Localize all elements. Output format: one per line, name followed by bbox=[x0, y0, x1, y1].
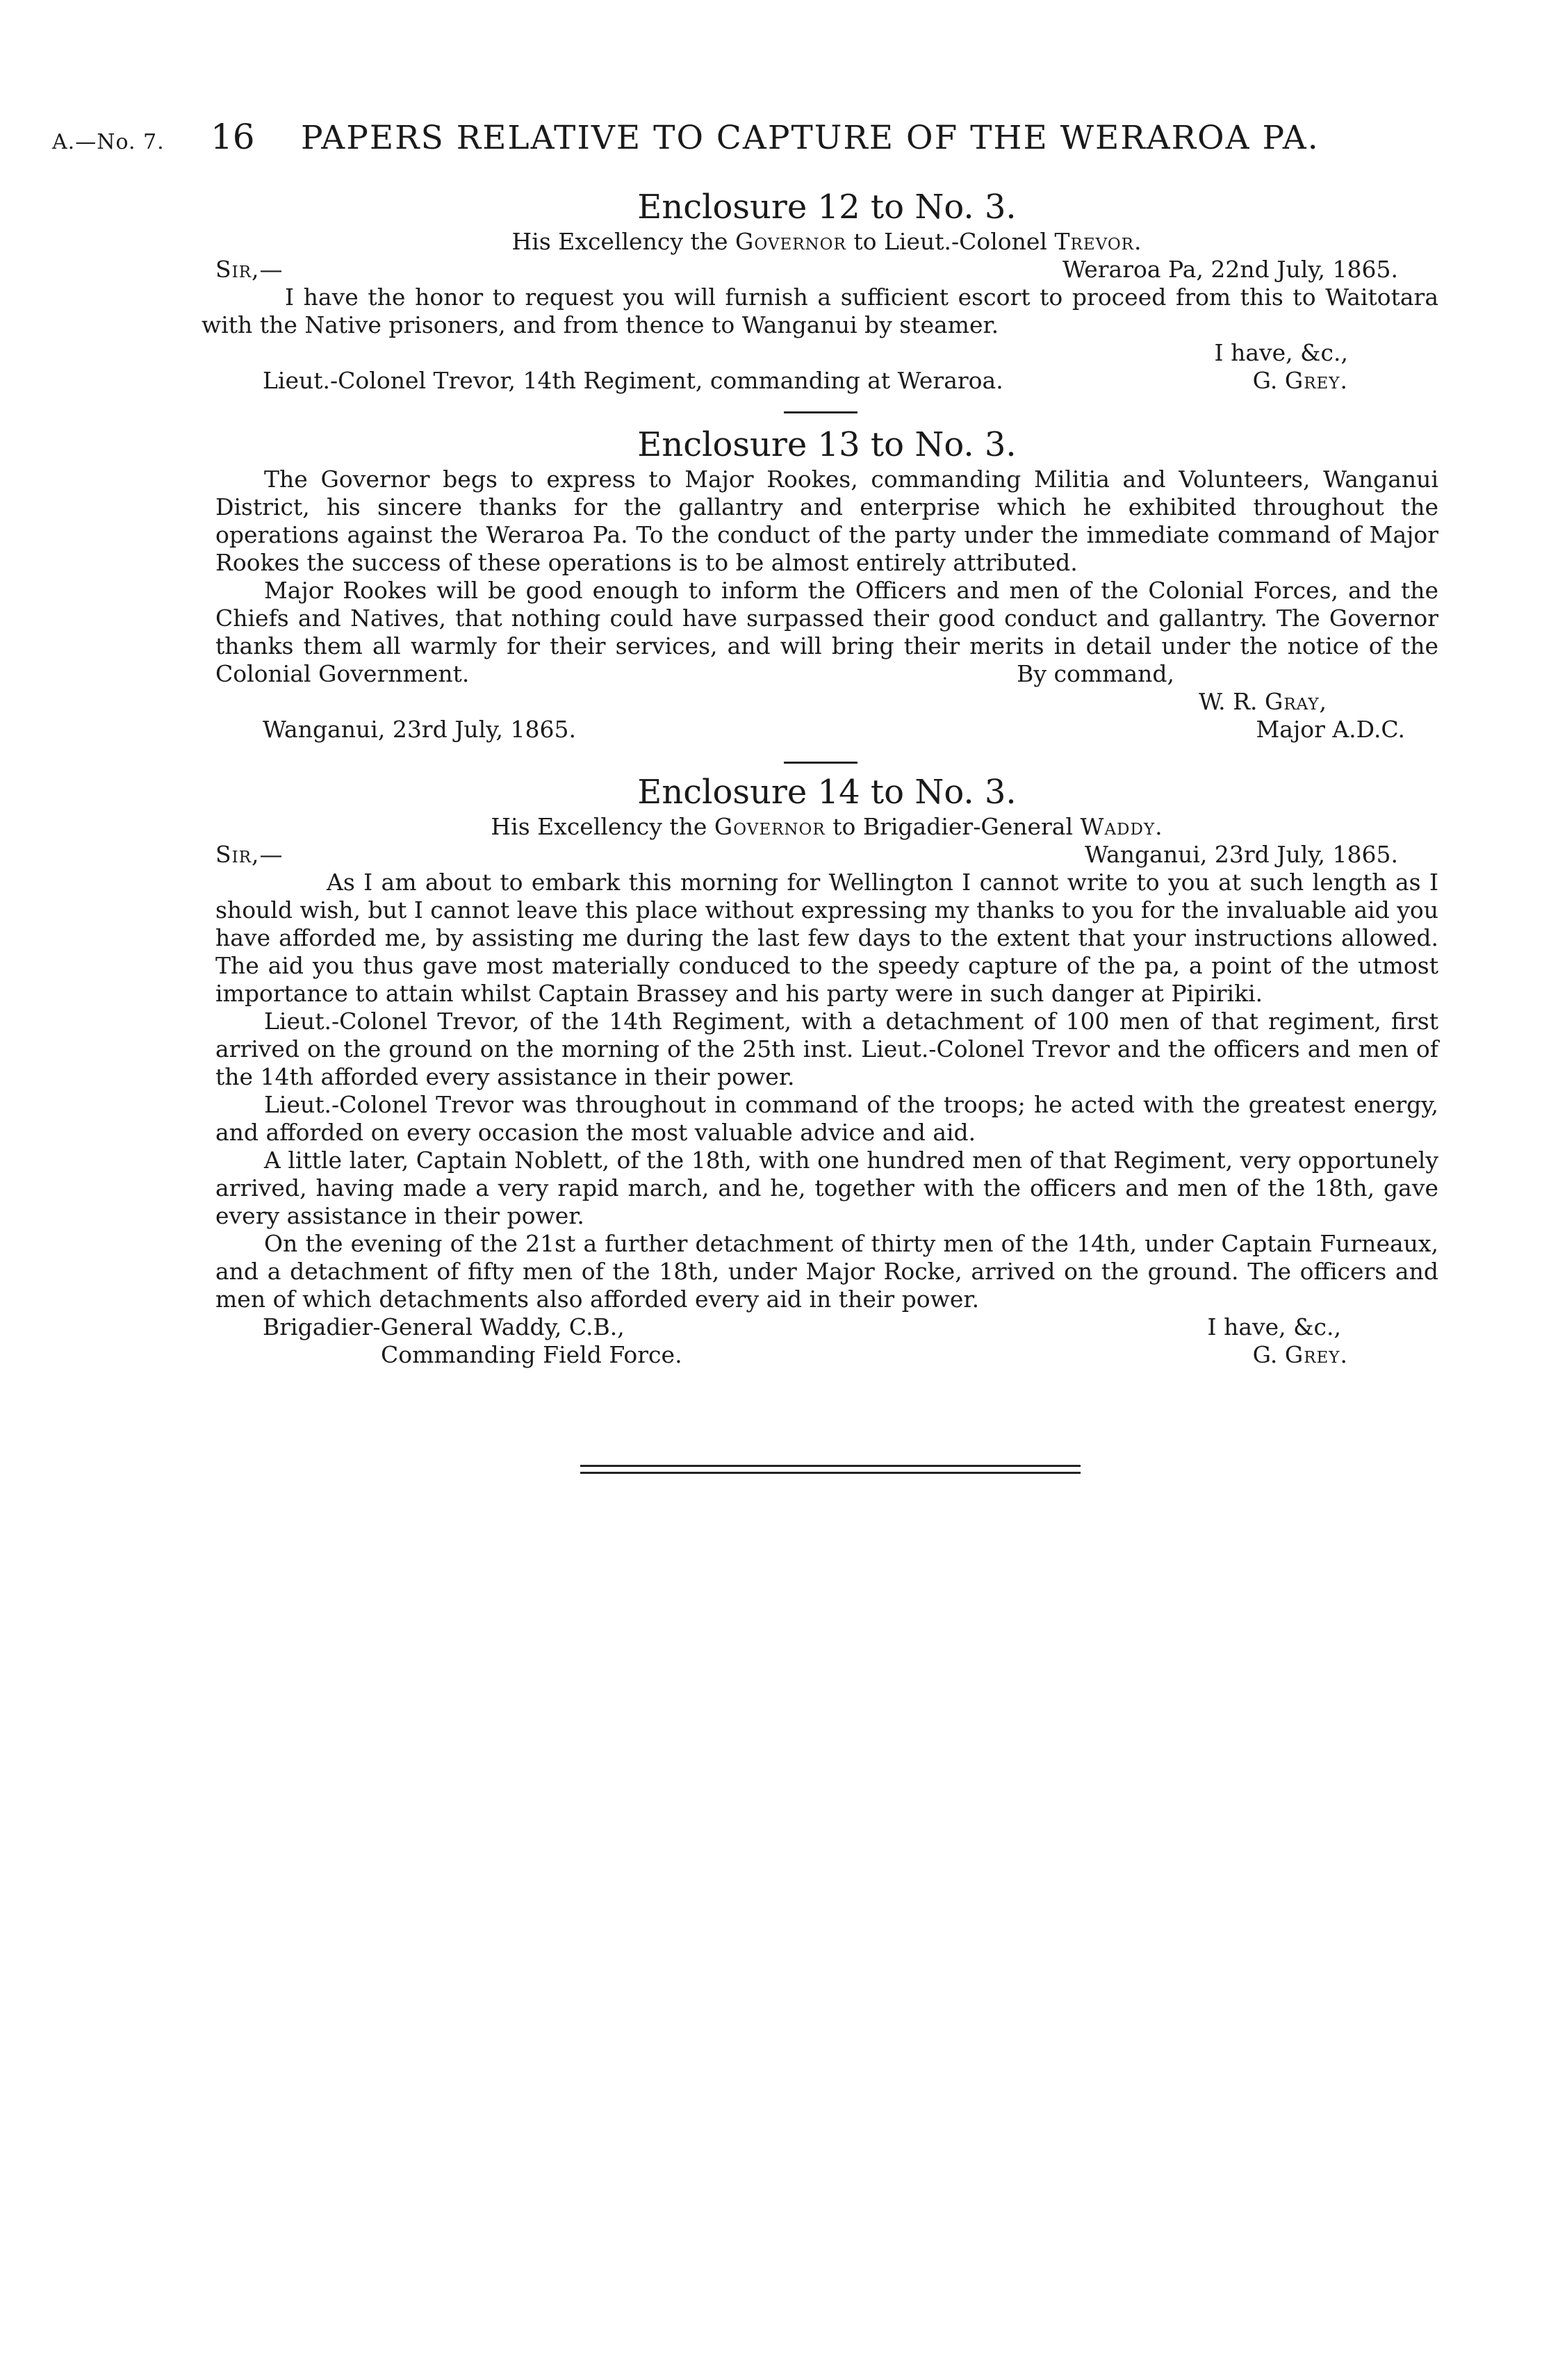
enclosure-13-para-2: Major Rookes will be good enough to inform the Officers and men of the Colonial Forces, and the Chiefs and Natives, that nothing could have surpassed their good conduct and gallantry. The Governor thanks them all warmly for their services, and will bring their merits in detail under the notice of the Colonial Government. bbox=[215, 577, 1438, 687]
addressee-closing-row bbox=[215, 1313, 1438, 1341]
signature-name: Grey. bbox=[1284, 1341, 1348, 1368]
closing: I have, &c., bbox=[1207, 1313, 1341, 1340]
enclosure-14-para-4: A little later, Captain Noblett, of the 18th, with one hundred men of that Regiment, very opportunely arrived, having made a very rapid march, and he, together with the officers and men of the 18th, gave every assistance in their power. bbox=[215, 1147, 1438, 1229]
place-date: Wanganui, 23rd July, 1865. bbox=[263, 716, 576, 743]
enclosure-14-title: Enclosure 14 to No. 3. bbox=[637, 773, 1017, 812]
enclosure-14-para-1: As I am about to embark this morning for Wellington I cannot write to you at such length as I should wish, but I cannot leave this place without expressing my thanks to you for the invaluable aid you have afforded me, by assisting me during the last few days to the extent that your instructions allowed. The aid you thus gave most materially conduced to the speedy capture of the pa, a point of the utmost importance to attain whilst Captain Brassey and his party were in such danger at Pipiriki. bbox=[215, 869, 1438, 1007]
subline-recipient: Trevor. bbox=[1054, 228, 1142, 255]
signatory-name: Gray, bbox=[1264, 688, 1327, 715]
paper-reference: A.—No. 7. bbox=[52, 130, 165, 154]
enclosure-14 bbox=[215, 771, 1438, 1369]
letter-body: I have the honor to request you will furnish a sufficient escort to proceed from this to Waitotara with the Native prisoners, and from thence to Wanganui by steamer. bbox=[202, 284, 1438, 338]
addressee-line-2: Commanding Field Force. bbox=[381, 1341, 682, 1368]
salutation: Sir,— bbox=[215, 256, 284, 283]
enclosure-14-para-3: Lieut.-Colonel Trevor was throughout in command of the troops; he acted with the greatest energy, and afforded on every occasion the most valuable advice and aid. bbox=[215, 1091, 1438, 1146]
enclosure-13 bbox=[215, 424, 1438, 744]
signatory bbox=[215, 688, 1438, 716]
enclosure-12 bbox=[202, 186, 1438, 395]
enclosure-14-para-5: On the evening of the 21st a further detachment of thirty men of the 14th, under Captain Furneaux, and a detachment of fifty men of the 18th, under Major Rocke, arrived on the ground. The officers and men of which detachments also afforded every aid in their power. bbox=[215, 1230, 1438, 1313]
subline-from: His Excellency the bbox=[511, 228, 728, 255]
place-title-row bbox=[215, 716, 1438, 744]
running-header bbox=[52, 117, 1497, 172]
section-divider bbox=[784, 411, 857, 413]
subline-governor: Governor bbox=[714, 813, 826, 840]
subline-from: His Excellency the bbox=[491, 813, 707, 840]
end-rule bbox=[580, 1465, 1081, 1474]
page-number: 16 bbox=[211, 117, 255, 157]
salutation-row bbox=[215, 256, 1438, 284]
subline-governor: Governor bbox=[735, 228, 846, 255]
signature bbox=[1253, 367, 1438, 395]
subline-to: to Lieut.-Colonel bbox=[853, 228, 1047, 255]
closing: I have, &c., bbox=[1214, 339, 1348, 366]
signatory-initials: W. R. bbox=[1199, 688, 1258, 715]
signatory-title: Major A.D.C. bbox=[1256, 716, 1405, 743]
salutation: Sir,— bbox=[215, 841, 284, 868]
place-date: Wanganui, 23rd July, 1865. bbox=[1085, 841, 1398, 868]
addressee-signature-row bbox=[215, 1341, 1438, 1369]
enclosure-12-title: Enclosure 12 to No. 3. bbox=[637, 188, 1017, 227]
signature-initial: G. bbox=[1252, 1341, 1278, 1368]
place-date: Weraroa Pa, 22nd July, 1865. bbox=[1062, 256, 1398, 283]
addressee: Lieut.-Colonel Trevor, 14th Regiment, commanding at Weraroa. bbox=[263, 367, 1003, 394]
addressee-line-1: Brigadier-General Waddy, C.B., bbox=[263, 1313, 625, 1340]
signature-name: Grey. bbox=[1284, 367, 1348, 394]
enclosure-12-subline bbox=[215, 228, 1438, 256]
enclosure-14-subline bbox=[215, 813, 1438, 841]
subline-recipient: Waddy. bbox=[1080, 813, 1163, 840]
section-divider bbox=[784, 762, 857, 764]
enclosure-13-title: Enclosure 13 to No. 3. bbox=[637, 425, 1017, 464]
enclosure-13-para-1: The Governor begs to express to Major Rookes, commanding Militia and Volunteers, Wanganui District, his sincere thanks for the gallantry and enterprise which he exhibited throughout the operations against the Weraroa Pa. To the conduct of the party under the immediate command of Major Rookes the success of these operations is to be almost entirely attributed. bbox=[215, 466, 1438, 576]
addressee-row bbox=[215, 367, 1438, 395]
signature-initial: G. bbox=[1252, 367, 1278, 394]
subline-to: to Brigadier-General bbox=[832, 813, 1074, 840]
salutation-row bbox=[215, 841, 1438, 869]
signature bbox=[1253, 1341, 1438, 1369]
page-title: PAPERS RELATIVE TO CAPTURE OF THE WERAROA PA. bbox=[301, 119, 1320, 157]
by-command: By command, bbox=[1017, 660, 1174, 687]
enclosure-14-para-2: Lieut.-Colonel Trevor, of the 14th Regiment, with a detachment of 100 men of that regiment, first arrived on the ground on the morning of the 25th inst. Lieut.-Colonel Trevor and the officers and men of the 14th afforded every assistance in their power. bbox=[215, 1008, 1438, 1090]
